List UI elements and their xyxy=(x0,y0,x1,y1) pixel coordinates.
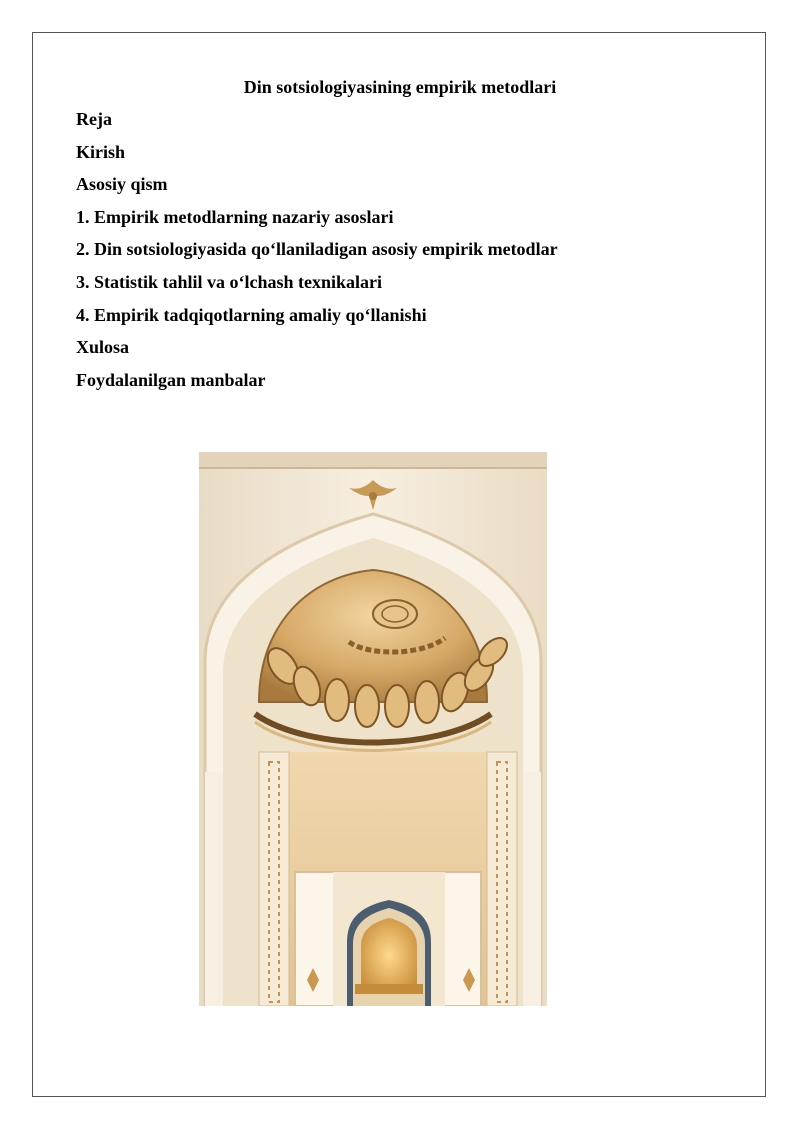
outline-item-xulosa: Xulosa xyxy=(76,337,130,358)
left-pilaster xyxy=(259,752,289,1006)
outline-item-reja: Reja xyxy=(76,109,112,129)
outline-item-kirish: Kirish xyxy=(76,141,126,162)
outline-list xyxy=(76,108,558,401)
mosque-arch-photo xyxy=(199,452,547,1006)
document-title: Din sotsiologiyasining empirik metodlari xyxy=(243,77,557,97)
outline-item-1: 1. Empirik metodlarning nazariy asoslari xyxy=(76,206,394,227)
outline-item-2: 2. Din sotsiologiyasida qo‘llaniladigan asosiy empirik metodlar xyxy=(76,239,558,260)
outline-item-4: 4. Empirik tadqiqotlarning amaliy qo‘llanishi xyxy=(76,304,427,325)
mosque-arch-illustration xyxy=(199,452,547,1006)
outline-item-asosiy-qism: Asosiy qism xyxy=(76,174,168,195)
outline-item-3: 3. Statistik tahlil va o‘lchash texnikalari xyxy=(76,271,383,292)
right-pilaster xyxy=(487,752,517,1006)
outline-item-manbalar: Foydalanilgan manbalar xyxy=(76,369,266,390)
